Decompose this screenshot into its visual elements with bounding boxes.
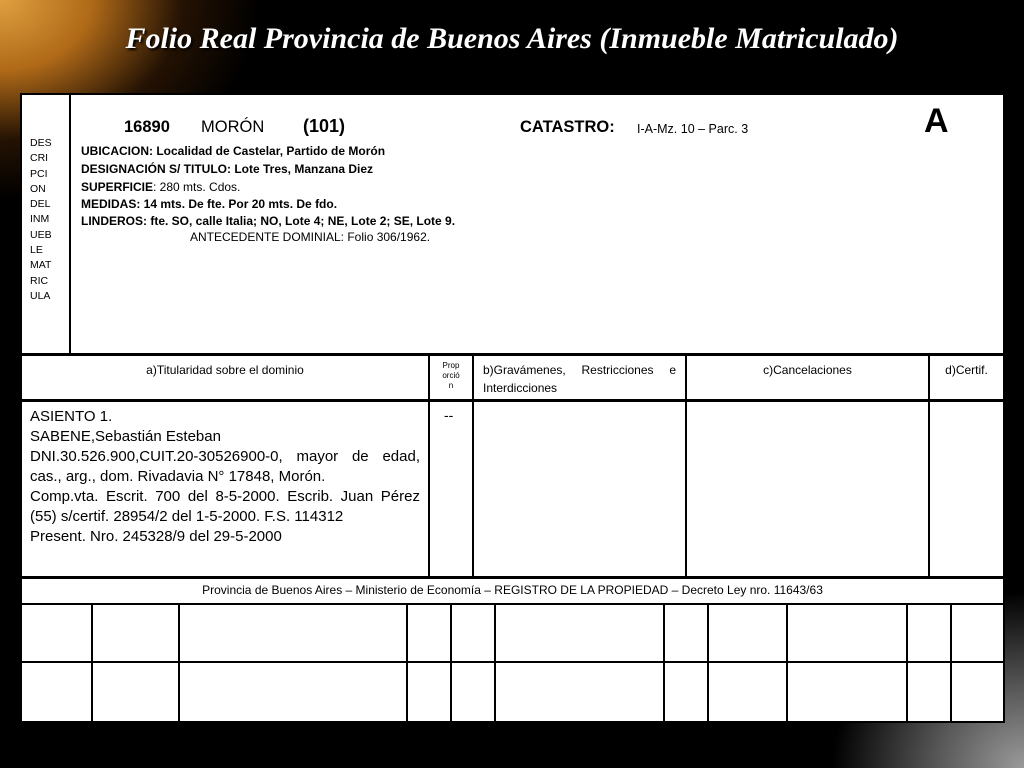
col-header-proporcion — [430, 361, 472, 391]
catastro-label: CATASTRO: — [520, 118, 615, 136]
footer-divider — [20, 603, 1005, 605]
antecedente-dominial: ANTECEDENTE DOMINIAL: Folio 306/1962. — [190, 230, 431, 244]
grid-col-2 — [178, 603, 180, 723]
col-divider-prop — [472, 353, 474, 578]
catastro-value: I-A-Mz. 10 – Parc. 3 — [637, 122, 749, 136]
side-label-part: LE — [30, 244, 43, 257]
asiento-line: Comp.vta. Escrit. 700 del 8-5-2000. Escrib. Juan Pérez (55) s/certif. 28954/2 del 1-5-2000. F.S. 114312 — [30, 488, 420, 525]
folio-number: 16890 — [124, 118, 170, 136]
registry-footer: Provincia de Buenos Aires – Ministerio de Economía – REGISTRO DE LA PROPIEDAD – Decreto Ley nro. 11643/63 — [202, 583, 823, 597]
designacion: DESIGNACIÓN S/ TITULO: Lote Tres, Manzana Diez — [81, 162, 374, 176]
folio-letter: A — [924, 102, 949, 140]
col-divider-b — [685, 353, 687, 578]
side-label-divider — [69, 93, 71, 355]
side-label-part: INM — [30, 213, 50, 226]
medidas: MEDIDAS: 14 mts. De fte. Por 20 mts. De fdo. — [81, 197, 338, 211]
side-label-part: RIC — [30, 274, 49, 287]
grid-col-4 — [450, 603, 452, 723]
side-label-part: PCI — [30, 167, 48, 180]
asiento-line: SABENE,Sebastián Esteban — [30, 428, 221, 445]
col-header-certif: d)Certif. — [945, 363, 988, 377]
col-header-proporcion-part: orció — [442, 371, 460, 380]
side-label — [30, 136, 66, 304]
col-header-cancelaciones: c)Cancelaciones — [763, 363, 852, 377]
locality: MORÓN — [201, 118, 265, 136]
side-label-part: ON — [30, 182, 46, 195]
side-label-part: CRI — [30, 152, 49, 165]
border-bottom — [20, 721, 1005, 723]
grid-col-1 — [91, 603, 93, 723]
side-label-part: DEL — [30, 198, 51, 211]
asiento-entry — [30, 407, 420, 547]
border-right — [1003, 93, 1005, 723]
superficie-value: : 280 mts. Cdos. — [153, 180, 241, 194]
section-divider — [20, 353, 1005, 356]
grid-col-10 — [950, 603, 952, 723]
grid-col-8 — [786, 603, 788, 723]
asiento-line: Present. Nro. 245328/9 del 29-5-2000 — [30, 528, 282, 545]
col-header-titularidad: a)Titularidad sobre el dominio — [146, 363, 304, 377]
locality-code: (101) — [303, 116, 346, 136]
col-header-proporcion-part: n — [448, 381, 454, 390]
superficie-label: SUPERFICIE — [81, 180, 154, 194]
header-row-divider — [20, 399, 1005, 402]
side-label-part: DES — [30, 137, 52, 149]
side-label-part: UEB — [30, 228, 52, 241]
superficie — [81, 180, 240, 194]
folio-sheet — [20, 93, 1005, 723]
asiento-line: DNI.30.526.900,CUIT.20-30526900-0, mayor de edad, cas., arg., dom. Rivadavia N° 17848, Morón. — [30, 448, 420, 485]
col-header-gravamenes: b)Gravámenes, Restricciones e Interdicciones — [483, 363, 676, 395]
col-header-proporcion-part: Prop — [442, 361, 460, 370]
grid-col-7 — [707, 603, 709, 723]
grid-col-5 — [494, 603, 496, 723]
side-label-part: ULA — [30, 289, 51, 302]
grid-col-6 — [663, 603, 665, 723]
ubicacion: UBICACION: Localidad de Castelar, Partido de Morón — [81, 144, 386, 158]
slide-title: Folio Real Provincia de Buenos Aires (Inmueble Matriculado) — [125, 22, 899, 55]
grid-col-3 — [406, 603, 408, 723]
col-divider-c — [928, 353, 930, 578]
linderos: LINDEROS: fte. SO, calle Italia; NO, Lote 4; NE, Lote 2; SE, Lote 9. — [81, 214, 456, 228]
entry-row-divider — [20, 576, 1005, 579]
side-label-part: MAT — [30, 259, 52, 272]
border-left — [20, 93, 22, 723]
border-top — [20, 93, 1005, 95]
proporcion-value: -- — [444, 407, 454, 423]
grid-col-9 — [906, 603, 908, 723]
grid-row-divider — [20, 661, 1005, 663]
asiento-line: ASIENTO 1. — [30, 408, 113, 425]
